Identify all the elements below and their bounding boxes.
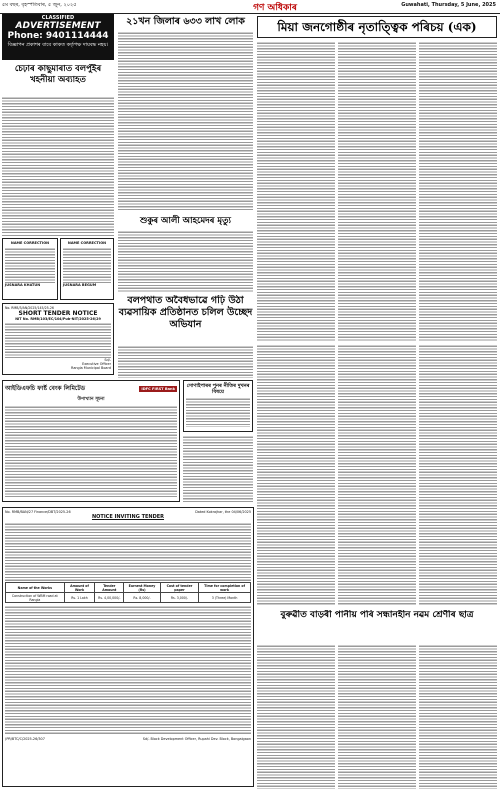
classified-ad [2,14,114,60]
bottom-body-col2 [338,644,416,789]
tender-header-cell: Tender Amount [95,583,124,593]
small-boxed-article [183,380,253,432]
tender-header-cell: Earnest Money (Rs) [124,583,160,593]
center-big-body [118,345,253,378]
tender-header-cell: Amount of Work [64,583,95,593]
name-change-title-1: NAME CORRECTION [10,241,50,245]
bottom-body-col3 [419,644,497,789]
short-tender-notice [2,303,114,375]
left2-body [118,230,253,292]
tender2-title: NOTICE INVITING TENDER [91,514,165,520]
tender1-title: SHORT TENDER NOTICE [18,310,98,317]
tender2-sign: Sd/- Block Development Officer, Rupahi Dev. Block, Bongaigaon [142,737,251,741]
left-article-headline: চেঢ়াৰ কাছুমাৰাত বলপুঁইৰ খহনীয়া অব্যাহত [14,64,102,85]
left2-headline: শুকুৰ আলী আহমেদৰ মৃত্যু [140,216,231,226]
classified-label: CLASSIFIED [41,15,75,21]
tender1-ref: NIT No. RMB/103/EC/104/Pub-NIT/2025-26/29 [15,317,101,321]
small-boxed-body [183,435,253,502]
notice-inviting-tender [2,507,254,787]
tender-header-cell: Time for completion of work [199,583,251,593]
main-body-col1-lower [257,344,335,606]
tender-cell: Rs. 8,000/- [124,593,160,603]
classified-phone: Phone: 9401114444 [7,31,109,41]
classified-note: বিজ্ঞাপন প্ৰকাশৰ বাবে কাকত কৰ্তৃপক্ষ দায়বদ্ধ নহয়। [7,42,109,48]
header-right-date: Guwahati, Thursday, 5 June, 2025 [401,2,496,8]
bank-company-name: আইডিএফচি ফাৰ্ষ্ট বেংক লিমিটেড [5,385,86,392]
tender2-memo: No. RMB/BAN/27 Finance/DBT/2025-26 [5,510,71,514]
main-body-col3 [419,41,497,341]
main-headline: মিয়া জনগোষ্ঠীৰ নৃতাত্ত্বিক পৰিচয় (এক) [257,16,497,38]
tender-header-cell: Cost of tender paper [160,583,198,593]
page-header [0,0,500,14]
bank-section-title: উপাখ্যান সূচনা [77,397,105,402]
center-big-headline: বলপথাত অবৈধভাৱে গঢ়ি উঠা ব্যৱসায়িক প্ৰতিষ্ঠানত চলিল উচ্ছেদ অভিযান [118,295,253,330]
name-change-person-2: JUSNARA BEGUM [63,283,97,287]
header-left-date: ৫ম বছৰ, বৃহস্পতিবাৰ, ৫ জুন, ২০২৫ [2,2,77,8]
bottom-body-col1 [257,644,335,789]
tender1-memo: No. RMB/3/AN/2025/145/25-26 [5,306,54,310]
tender-cell: Rs. 3,000/- [160,593,198,603]
masthead-logo: গণ অধিকাৰ [253,3,297,12]
main-body-col1 [257,41,335,341]
tender-cell: Rs. 4,00,000/- [95,593,124,603]
top-center-headline: ২১খন জিলাৰ ৬৩৩ লাখ লোক [126,16,245,27]
top-center-body [118,31,253,211]
tender1-sign: Sd/- Executive Officer Rangia Municipal Board [71,358,111,370]
bank-advertisement [2,380,180,502]
bank-logo: IDFC FIRST Bank [141,386,175,391]
classified-title: ADVERTISEMENT [15,21,101,31]
name-change-person: JUSNARA KHATUN [5,283,41,287]
tender2-date: Dated Kokrajhar, the 04/06/2025 [195,510,251,514]
main-body-col3-lower [419,344,497,606]
name-change-notice-1 [2,238,58,300]
left-article-body [2,96,114,236]
main-body-col2 [338,41,416,341]
name-change-notice-2 [60,238,114,300]
main-body-col2-lower [338,344,416,606]
name-change-title-2: NAME CORRECTION [67,241,107,245]
tender-header-cell: Name of the Works [6,583,65,593]
bottom-right-headline: বুৰুৱীত বাড়ৰী পানীয় পৰি সন্ধানহীন নৱম শ্ৰেণীৰ ছাত্ৰ [280,610,474,620]
tender2-code: (PR/BTC/C/2025-26/307 [5,737,45,741]
tender-cell: 3 (Three) Month [199,593,251,603]
small-boxed-headline: সোণাইপাৰৰ পুনৰ নীতিৰ দুখনৰ বিষয়ে [186,383,250,395]
tender-table [5,582,251,603]
tender-cell: Rs. 1 Lakh [64,593,95,603]
tender-cell: Construction of WBM road at Rangia [6,593,65,603]
